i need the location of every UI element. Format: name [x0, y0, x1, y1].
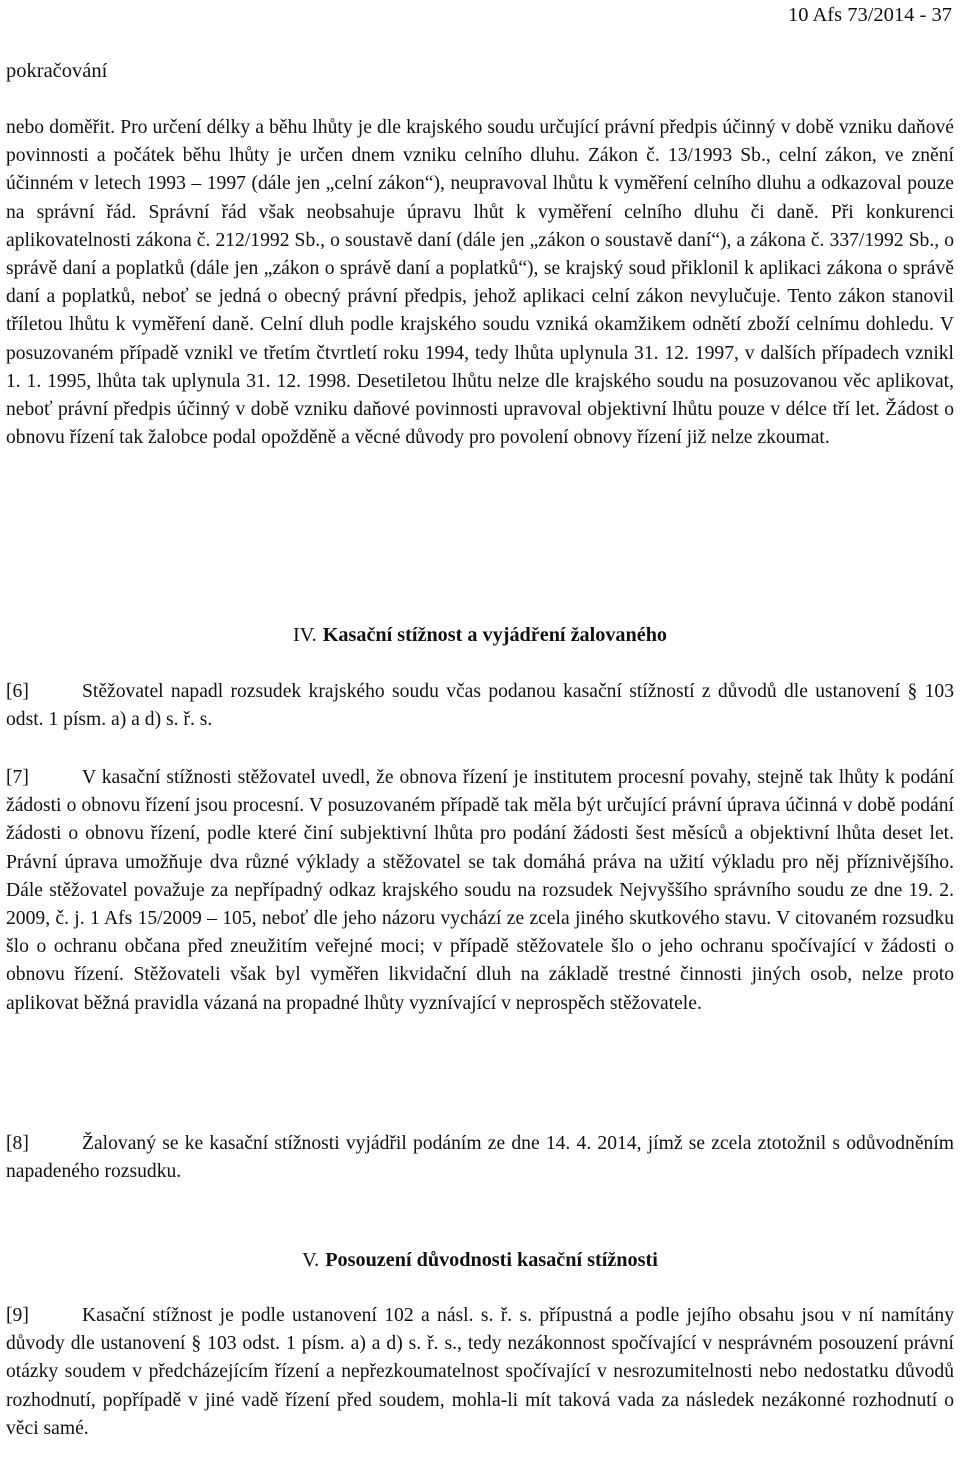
paragraph-text: V kasační stížnosti stěžovatel uvedl, že obnova řízení je institutem procesní povahy, stejně tak lhůty k podání žádosti o obnovu řízení jsou procesní. V posuzovaném případě tak měla být určující právní úprava účinná v době podání žádosti o obnovu řízení, podle které činí subjektivní lhůta pro podání žádosti šest měsíců a objektivní lhůta deset let. Právní úprava umožňuje dva různé výklady a stěžovatel se tak domáhá práva na užití výkladu pro něj příznivějšího. Dále stěžovatel považuje za nepřípadný odkaz krajského soudu na rozsudek Nejvyššího správního soudu ze dne 19. 2. 2009, č. j. 1 Afs 15/2009 – 105, neboť dle jeho názoru vychází ze zcela jiného skutkového stavu. V citovaném rozsudku šlo o ochranu občana před zneužitím veřejné moci; v případě stěžovatele šlo o jeho ochranu spočívající v žádosti o obnovu řízení. Stěžovateli však byl vyměřen likvidační dluh na základě trestné činnosti jiných osob, nelze proto aplikovat běžná pravidla vázaná na propadné lhůty vyznívající v neprospěch stěžovatele.: [6, 767, 954, 1014]
intro-paragraph: nebo doměřit. Pro určení délky a běhu lhůty je dle krajského soudu určující právní předpis účinný v době vzniku daňové povinnosti a počátek běhu lhůty je určen dnem vzniku celního dluhu. Zákon č. 13/1993 Sb., celní zákon, ve znění účinném v letech 1993 – 1997 (dále jen „celní zákon“), neupravoval lhůtu k vyměření celního dluhu a odkazoval pouze na správní řád. Správní řád však neobsahuje úpravu lhůt k vyměření celního dluhu či daně. Při konkurenci aplikovatelnosti zákona č. 212/1992 Sb., o soustavě daní (dále jen „zákon o soustavě daní“), a zákona č. 337/1992 Sb., o správě daní a poplatků (dále jen „zákon o správě daní a poplatků“), se krajský soud přiklonil k aplikaci zákona o správě daní a poplatků, neboť se jedná o obecný právní předpis, jehož aplikaci celní zákon nevylučuje. Tento zákon stanovil tříletou lhůtu k vyměření daně. Celní dluh podle krajského soudu vzniká okamžikem odnětí zboží celnímu dohledu. V posuzovaném případě vznikl ve třetím čtvrtletí roku 1994, tedy lhůta uplynula 31. 12. 1997, v dalších případech vznikl 1. 1. 1995, lhůta tak uplynula 31. 12. 1998. Desetiletou lhůtu nelze dle krajského soudu na posuzovanou věc aplikovat, neboť právní předpis účinný v době vzniku daňové povinnosti upravoval objektivní lhůtu pouze v délce tří let. Žádost o obnovu řízení tak žalobce podal opožděně a věcné důvody pro povolení obnovy řízení již nelze zkoumat.: [6, 117, 954, 449]
continuation-label: pokračování: [6, 60, 108, 82]
section-title: Posouzení důvodnosti kasační stížnosti: [325, 1249, 658, 1271]
section-number: V.: [302, 1249, 320, 1271]
paragraph-9: [6, 1302, 954, 1443]
paragraph-text: Žalovaný se ke kasační stížnosti vyjádřil podáním ze dne 14. 4. 2014, jímž se zcela ztotožnil s odůvodněním napadeného rozsudku.: [6, 1133, 954, 1183]
paragraph-number: [8]: [6, 1133, 29, 1154]
paragraph-number: [6]: [6, 681, 29, 702]
paragraph-8: [6, 1130, 954, 1186]
section-title: Kasační stížnost a vyjádření žalovaného: [322, 624, 668, 646]
case-reference: 10 Afs 73/2014 - 37: [788, 4, 952, 26]
paragraph-number: [9]: [6, 1305, 29, 1326]
section-heading-v: [0, 1247, 960, 1273]
paragraph-text: Stěžovatel napadl rozsudek krajského soudu včas podanou kasační stížností z důvodů dle ustanovení § 103 odst. 1 písm. a) a d) s. ř. s.: [6, 681, 954, 731]
paragraph-6: [6, 678, 954, 734]
paragraph-text: Kasační stížnost je podle ustanovení 102 a násl. s. ř. s. přípustná a podle jejího obsahu jsou v ní namítány důvody dle ustanovení § 103 odst. 1 písm. a) a d) s. ř. s., tedy nezákonnost spočívající v nesprávném posouzení právní otázky soudem v předcházejícím řízení a nepřezkoumatelnost spočívající v nesrozumitelnosti nebo nedostatku důvodů rozhodnutí, popřípadě v jiné vadě řízení před soudem, mohla-li mít taková vada za následek nezákonné rozhodnutí o věci samé.: [6, 1305, 954, 1439]
section-heading-iv: [0, 622, 960, 648]
section-number: IV.: [292, 624, 317, 646]
paragraph-7: [6, 764, 954, 1018]
intro-paragraph-block: [6, 114, 954, 452]
paragraph-number: [7]: [6, 767, 29, 788]
